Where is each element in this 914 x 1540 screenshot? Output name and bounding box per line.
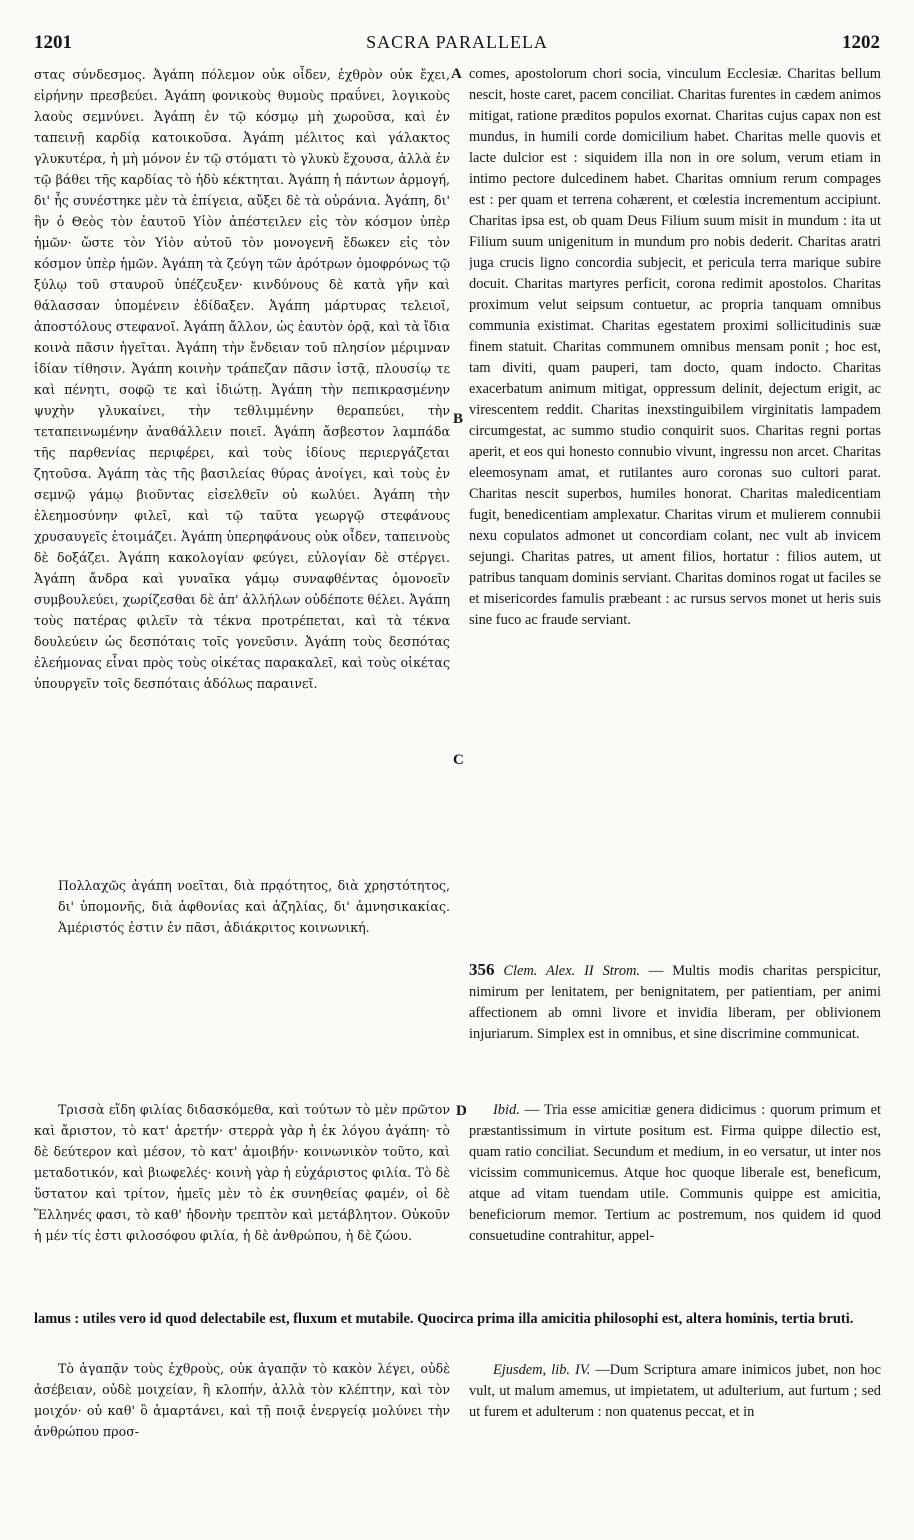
latin-block-1: [469, 64, 881, 956]
fullwidth-text: lamus : utiles vero id quod delectabile est, fluxum et mutabile. Quocirca prima illa amicitia philosophi est, altera hominis, tertia bruti.: [34, 1311, 854, 1327]
greek-paragraph-4: Τὸ ἀγαπᾷν τοὺς ἐχθροὺς, οὐκ ἀγαπᾷν τὸ κακὸν λέγει, οὐδὲ ἀσέβειαν, οὐδὲ μοιχείαν, ἢ κλοπήν, ἀλλὰ τὸν κλέπτην, καὶ τὸν μοιχόν· οὐ καθ' ὃ ἁμαρτάνει, καὶ τῇ ποιᾷ ἐνεργείᾳ μολύνει τὴν ἀνθρώπου προσ-: [34, 1361, 450, 1439]
marker-c: C: [453, 752, 464, 768]
page-number-left: 1201: [34, 32, 72, 53]
section-number: 356: [469, 960, 495, 979]
running-title: SACRA PARALLELA: [366, 32, 548, 52]
greek-block-1: [34, 64, 450, 830]
page-number-right: 1202: [842, 32, 880, 53]
greek-paragraph-3: Τρισσὰ εἴδη φιλίας διδασκόμεθα, καὶ τούτων τὸ μὲν πρῶτον καὶ ἄριστον, τὸ κατ' ἀρετήν· στερρὰ γὰρ ἡ ἐκ λόγου ἀγάπη· τὸ δὲ δεύτερον καὶ μέσον, τὸ κατ' ἀμοιβήν· κοινωνικὸν τοῦτο, καὶ μεταδοτικόν, καὶ βιωφελές· κοινὴ γὰρ ἡ εὐχάριστος φιλία. Τὸ δὲ ὕστατον καὶ τρίτον, ἡμεῖς μὲν τὸ ἐκ συνηθείας φαμέν, οἱ δὲ Ἕλληνές φασι, τὸ καθ' ἡδονὴν τρεπτὸν καὶ μετάβλητον. Οὐκοῦν ἡ μέν τίς ἐστι φιλοσόφου φιλία, ἡ δὲ ἀνθρώπου, ἡ δὲ ζώου.: [34, 1102, 450, 1243]
latin-paragraph-1: comes, apostolorum chori socia, vinculum Ecclesiæ. Charitas bellum nescit, hoste caret, pacem conciliat. Charitas furentes in cædem animos mitigat, ratione præditos populos exornat. Charitas cujus capax non est mundus, in humili corde domicilium habet. Charitas melle quovis et lacte dulcior est : siquidem illa non in ore solum, verum etiam in intimo pectore dulcedinem habet. Charitas omnium rerum compages est : per quam et terrena cohærent, et cœlestia incrementum accipiunt. Charitas ipsa est, ob quam Deus Filium suum misit in mundum : ita ut Filium suum unigenitum in mundum pro nobis dederit. Charitas aratri juga crucis ligno concordia subjecit, et pericula terra marique subire docuit. Charitas martyres perficit, corona redimit apostolos. Charitas proximum velut seipsum contuetur, ac propria tanquam omnibus communia existimat. Charitas egestatem proximi sollicitudinis suæ finem statuit. Charitas communem omnibus mensam ponit ; hoc est, tam diviti, quam pauperi, tam docto, quam indocto. Charitas exacerbatum animum mitigat, oppressum delinit, dejectum erigit, ac virescentem reddit. Charitas inexstinguibilem virginitatis lampadem circumgestat, ac summo studio conquirit suos. Charitas regni portas aperit, et eos qui honesto connubio vivunt, ingressu non arcet. Charitas eleemosynam amat, et rutilantes auro coronas suo cultori parat. Charitas nescit superbos, humiles honorat. Charitas maledicentiam fugit, benedicentiam amplexatur. Charitas virum et mulierem connubii nexu copulatos admonet ut concordiam colant, nec vult ab invicem sejungi. Charitas patres, ut ament filios, hortatur : filios autem, ut patribus tanquam dominis serviant. Charitas dominos rogat ut faciles se et misericordes famulis præbeant : ac rursus servos monet ut heris suis sine fuco ac fraude serviant.: [469, 66, 881, 628]
latin-text-2: — Multis modis charitas perspicitur, nimirum per lenitatem, per benignitatem, per patientiam, per animi affectionem ab omni livore et invidia liberam, per oblivionem injuriarum. Simplex est in omnibus, et sine discrimine communicat.: [469, 963, 881, 1042]
latin-block-4: [469, 1360, 881, 1468]
marker-a: A: [451, 66, 462, 82]
greek-block-2: [58, 875, 450, 941]
latin-text-3: — Tria esse amicitiæ genera didicimus : quorum primum et præstantissimum in virtute positum est. Firma quippe dilectio est, quam ratio conciliat. Secundum et medium, in eo versatur, ut inter nos vicissim communicemus. Atque hoc quoque liberale est, beneficum, atque ad vitam tuendam utile. Communis quippe est amicitia, beneficiorum memor. Tertium ac postremum, nos quidem id quod consuetudine contrahitur, appel-: [469, 1102, 881, 1244]
latin-paragraph-4: [469, 1360, 881, 1423]
greek-paragraph-1: στας σύνδεσμος. Ἀγάπη πόλεμον οὐκ οἶδεν, ἐχθρὸν οὐκ ἔχει, εἰρήνην πρεσβεύει. Ἀγάπη φονικοὺς θυμοὺς πραΰνει, λογικοὺς λαοὺς σεμνύνει. Ἀγάπη ἐν τῷ κόσμῳ μὴ χωροῦσα, καὶ ἐν ταπεινῇ καρδίᾳ κατοικοῦσα. Ἀγάπη μέλιτος καὶ γάλακτος γλυκυτέρα, ἡ μὴ μόνον ἐν τῷ στόματι τὸ γλυκὺ ἔχουσα, ἀλλὰ ἐν τῷ βάθει τῆς καρδίας τὸ ἡδὺ κέκτηται. Ἀγάπη ἡ πάντων ἁρμογή, δι' ἧς συνέστηκε μὲν τὰ ἐπίγεια, αὔξει δὲ τὰ οὐράνια. Ἀγάπη, δι' ἣν ὁ Θεὸς τὸν ἑαυτοῦ Υἱὸν ἀπέστειλεν εἰς τὸν κόσμον ὑπὲρ ἡμῶν· ὥστε τὸν Υἱὸν αὐτοῦ τὸν μονογενῆ ἔδωκεν εἰς τὸν κόσμον ὑπὲρ ἡμῶν. Ἀγάπη τὰ ζεύγη τῶν ἀρότρων ὁμοφρόνως τῷ ξύλῳ τοῦ σταυροῦ ὑπέζευξεν· κινδύνους δὲ κατὰ γῆν καὶ θάλασσαν ὑπομένειν ἐδίδαξεν. Ἀγάπη μάρτυρας τελειοῖ, ἀποστόλους στεφανοῖ. Ἀγάπη ἄλλον, ὡς ἑαυτὸν ὁρᾷ, καὶ τὰ ἴδια κοινὰ πᾶσιν ἡγεῖται. Ἀγάπη τὴν ἔνδειαν τοῦ πλησίον μέριμναν ἰδίαν τίθησιν. Ἀγάπη κοινὴν τράπεζαν πᾶσιν ἱστᾷ, πλουσίῳ τε καὶ πένητι, σοφῷ τε καὶ ἰδιώτῃ. Ἀγάπη τὴν πεπικρασμένην ψυχὴν γλυκαίνει, τὴν τεθλιμμένην θεραπεύει, τὴν τεταπεινωμένην ἀναθάλλειν ποιεῖ. Ἀγάπη ἄσβεστον λαμπάδα τῆς παρθενίας περιφέρει, καὶ τοὺς ἰδίους περιεργάζεται ζητοῦσα. Ἀγάπη τὰς τῆς βασιλείας θύρας ἀνοίγει, καὶ τοὺς ἐν σεμνῷ γάμῳ βιοῦντας εἰσελθεῖν οὐ κωλύει. Ἀγάπη τὴν ἐλεημοσύνην φιλεῖ, καὶ τῷ ταῦτα γεωργῷ στεφάνους χρυσαυγεῖς ἑτοιμάζει. Ἀγάπη ὑπερηφάνους οὐκ οἶδεν, ταπεινοὺς δὲ δοξάζει. Ἀγάπη κακολογίαν φεύγει, εὐλογίαν δὲ στέργει. Ἀγάπη ἄνδρα καὶ γυναῖκα γάμῳ συναφθέντας ὁμονοεῖν συμβουλεύει, χωρίζεσθαι δὲ ἀπ' ἀλλήλων οὐδέποτε θέλει. Ἀγάπη τοὺς πατέρας φιλεῖν τὰ τέκνα προτρέπεται, καὶ τὰ τέκνα δουλεύειν ὡς δεσπόταις τοῖς γονεῦσιν. Ἀγάπη τοὺς δεσπότας ἐλεήμονας εἶναι πρὸς τοὺς οἰκέτας παρακαλεῖ, καὶ τοὺς οἰκέτας ὑπουργεῖν τοῖς δεσπόταις ἀδόλως παραινεῖ.: [34, 67, 450, 691]
citation-clem: Clem. Alex. II Strom.: [503, 963, 641, 979]
citation-ibid: Ibid.: [493, 1102, 520, 1118]
greek-block-4: [34, 1358, 450, 1468]
fullwidth-continuation: [34, 1309, 880, 1330]
page-header: [34, 32, 880, 56]
marker-b: B: [453, 411, 464, 427]
marker-d: D: [456, 1103, 467, 1119]
latin-paragraph-3: [469, 1100, 881, 1247]
greek-block-3: [34, 1099, 450, 1312]
latin-text-4: —Dum Scriptura amare inimicos jubet, non hoc vult, ut malum amemus, ut impietatem, ut adulterium, aut furtum ; sed ut furem et adulterum : non quatenus peccat, et in: [469, 1362, 881, 1420]
latin-paragraph-2: [469, 959, 881, 1045]
latin-block-2: [469, 959, 881, 1095]
citation-ejusdem: Ejusdem, lib. IV.: [493, 1362, 591, 1378]
latin-block-3: [469, 1100, 881, 1312]
greek-paragraph-2: Πολλαχῶς ἀγάπη νοεῖται, διὰ πρᾳότητος, διὰ χρηστότητος, δι' ὑπομονῆς, διὰ ἀφθονίας καὶ ἀζηλίας, δι' ἀμνησικακίας. Ἀμέριστός ἐστιν ἐν πᾶσι, ἀδιάκριτος κοινωνική.: [58, 878, 450, 935]
